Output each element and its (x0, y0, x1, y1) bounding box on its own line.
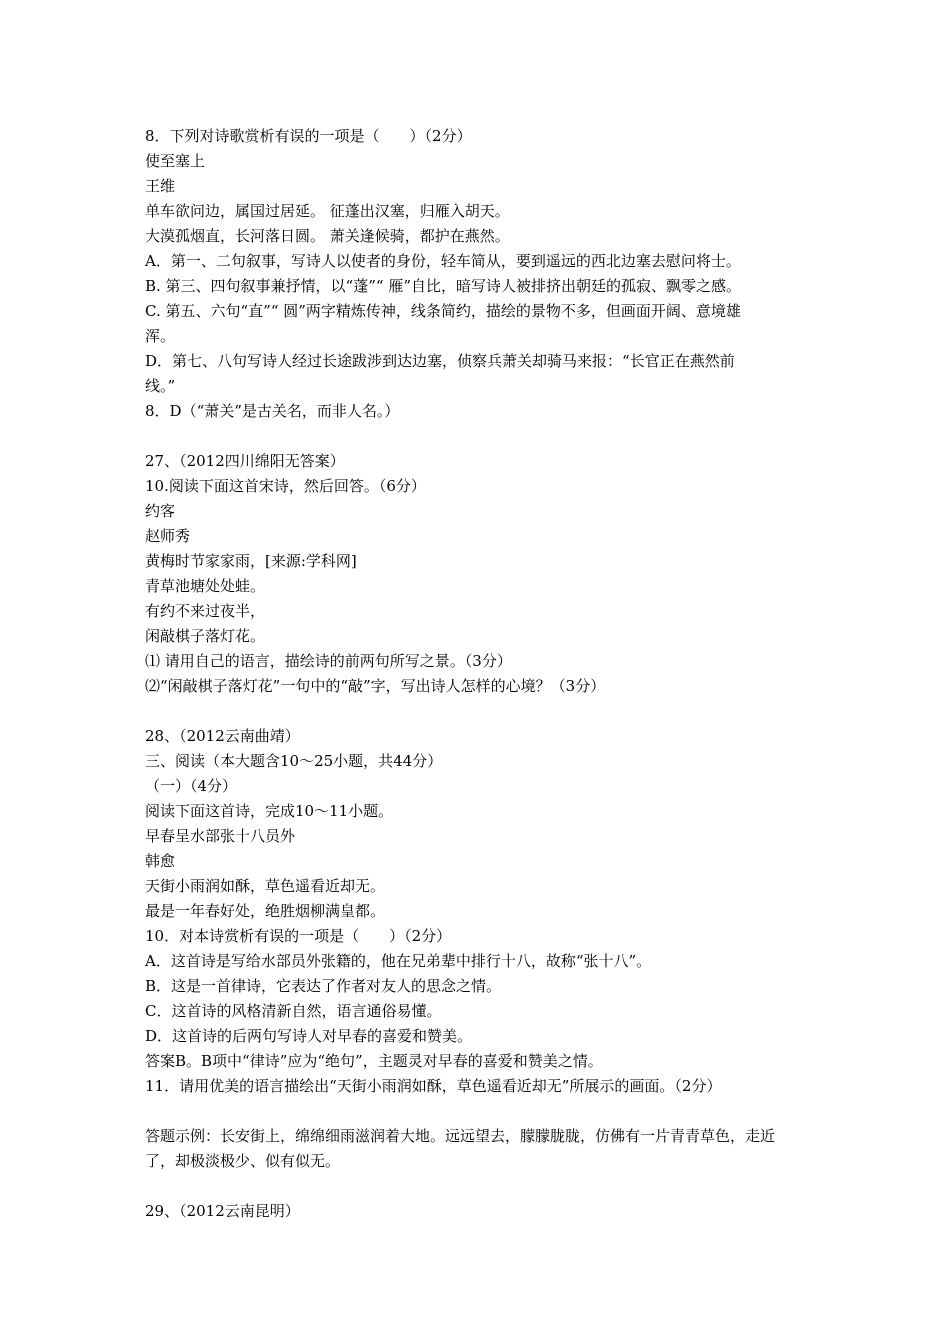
text-line: A．第一、二句叙事，写诗人以使者的身份，轻车简从，要到遥远的西北边塞去慰问将士。 (145, 252, 741, 270)
text-line: 韩愈 (145, 852, 176, 870)
text-line: B．这是一首律诗，它表达了作者对友人的思念之情。 (145, 977, 502, 995)
text-line: 29、（2012云南昆明） (145, 1202, 300, 1220)
text-line: 了，却极淡极少、似有似无。 (145, 1152, 341, 1170)
text-line: 青草池塘处处蛙。 (145, 577, 266, 595)
text-line: 答案B。B项中“律诗”应为“绝句”，主题灵对早春的喜爱和赞美之情。 (145, 1052, 603, 1070)
text-line: 28、（2012云南曲靖） (145, 727, 300, 745)
text-line: D．这首诗的后两句写诗人对早春的喜爱和赞美。 (145, 1027, 473, 1045)
text-line: 27、（2012四川绵阳无答案） (145, 452, 345, 470)
text-line: 8．D（“萧关”是古关名，而非人名。） (145, 402, 400, 420)
text-line: 答题示例：长安街上，绵绵细雨滋润着大地。远远望去，朦朦胧胧，仿佛有一片青青草色，走近 (145, 1127, 776, 1145)
text-line: 约客 (145, 502, 176, 520)
text-line: 三、阅读（本大题含10～25小题，共44分） (145, 752, 443, 770)
text-line: 早春呈水部张十八员外 (145, 827, 296, 845)
text-line: 单车欲问边，属国过居延。 征蓬出汉塞，归雁入胡天。 (145, 202, 510, 220)
text-line: 10．对本诗赏析有误的一项是（ ）（2分） (145, 927, 452, 945)
text-line: 8．下列对诗歌赏析有误的一项是（ ）（2分） (145, 127, 472, 145)
text-line: 有约不来过夜半， (145, 602, 266, 620)
text-line: B. 第三、四句叙事兼抒情，以“蓬”“ 雁”自比，暗写诗人被排挤出朝廷的孤寂、飘零之感。 (145, 277, 742, 295)
text-line: A．这首诗是写给水部员外张籍的，他在兄弟辈中排行十八，故称“张十八”。 (145, 952, 652, 970)
text-line: 赵师秀 (145, 527, 191, 545)
document-page (145, 124, 813, 1224)
text-line: 大漠孤烟直，长河落日圆。 萧关逢候骑，都护在燕然。 (145, 227, 510, 245)
text-line: 王维 (145, 177, 176, 195)
text-line: C. 第五、六句“直”“ 圆”两字精炼传神，线条简约，描绘的景物不多，但画面开阔、意境雄 (145, 302, 741, 320)
text-line: 浑。 (145, 327, 176, 345)
text-line: 天街小雨润如酥，草色遥看近却无。 (145, 877, 386, 895)
text-line: 11．请用优美的语言描绘出“天街小雨润如酥，草色遥看近却无”所展示的画面。（2分） (145, 1077, 722, 1095)
text-line: ⑵“闲敲棋子落灯花”一句中的“敲”字，写出诗人怎样的心境？（3分） (145, 677, 606, 695)
blank-line (145, 1174, 813, 1199)
text-line: 线。” (145, 377, 176, 395)
text-line: D．第七、八句写诗人经过长途跋涉到达边塞，侦察兵萧关却骑马来报：“长官正在燕然前 (145, 352, 735, 370)
blank-line (145, 699, 813, 724)
text-line: （一）（4分） (145, 777, 238, 795)
text-line: ⑴ 请用自己的语言，描绘诗的前两句所写之景。（3分） (145, 652, 512, 670)
text-line: 阅读下面这首诗，完成10～11小题。 (145, 802, 394, 820)
text-line: 使至塞上 (145, 152, 206, 170)
text-line: 最是一年春好处，绝胜烟柳满皇都。 (145, 902, 386, 920)
blank-line (145, 424, 813, 449)
text-line: C．这首诗的风格清新自然，语言通俗易懂。 (145, 1002, 442, 1020)
blank-line (145, 1099, 813, 1124)
text-line: 10.阅读下面这首宋诗，然后回答。（6分） (145, 477, 426, 495)
text-line: 闲敲棋子落灯花。 (145, 627, 266, 645)
text-line: 黄梅时节家家雨，[来源:学科网] (145, 552, 357, 570)
